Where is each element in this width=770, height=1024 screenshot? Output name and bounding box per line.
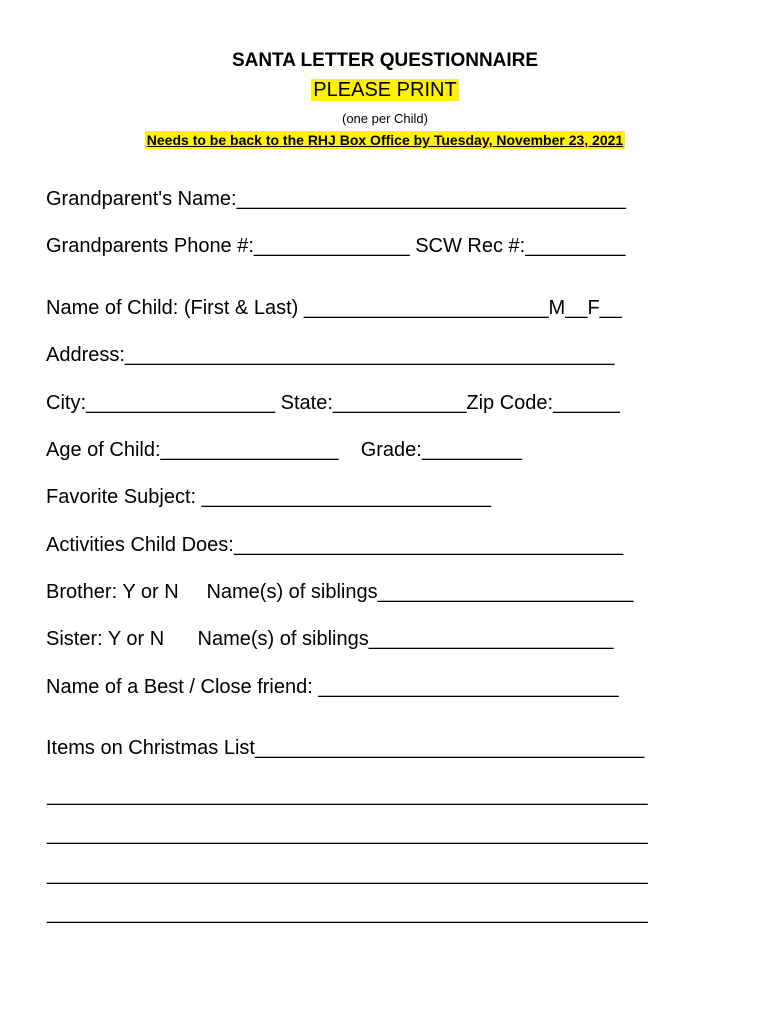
age-grade-field[interactable]: Age of Child:________________ Grade:_________	[46, 439, 522, 461]
christmas-list-field[interactable]: Items on Christmas List___________________________________	[46, 737, 645, 759]
grandparent-name-field[interactable]: Grandparent's Name:___________________________________	[46, 188, 626, 210]
christmas-list-line[interactable]: ______________________________________________________	[47, 784, 648, 806]
favorite-subject-field[interactable]: Favorite Subject: __________________________	[46, 486, 491, 508]
city-state-zip-field[interactable]: City:_________________ State:____________Zip Code:______	[46, 392, 620, 414]
christmas-list-line[interactable]: ______________________________________________________	[47, 823, 648, 845]
please-print-note	[0, 79, 770, 102]
best-friend-field[interactable]: Name of a Best / Close friend: ___________________________	[46, 676, 619, 698]
christmas-list-line[interactable]: ______________________________________________________	[47, 863, 648, 885]
address-field[interactable]: Address:____________________________________________	[46, 344, 615, 366]
grandparent-phone-field[interactable]: Grandparents Phone #:______________ SCW Rec #:_________	[46, 235, 626, 257]
brother-field[interactable]: Brother: Y or N Name(s) of siblings_______________________	[46, 581, 634, 603]
christmas-list-line[interactable]: ______________________________________________________	[47, 902, 648, 924]
activities-field[interactable]: Activities Child Does:___________________________________	[46, 534, 624, 556]
please-print-text: PLEASE PRINT	[313, 79, 457, 101]
per-child-note: (one per Child)	[342, 111, 428, 126]
deadline-note	[0, 132, 770, 148]
deadline-text: Needs to be back to the RHJ Box Office by Tuesday, November 23, 2021	[146, 132, 624, 148]
form-title: SANTA LETTER QUESTIONNAIRE	[231, 50, 539, 71]
child-name-field[interactable]: Name of Child: (First & Last) ______________________M__F__	[46, 297, 622, 319]
sister-field[interactable]: Sister: Y or N Name(s) of siblings______________________	[46, 628, 614, 650]
